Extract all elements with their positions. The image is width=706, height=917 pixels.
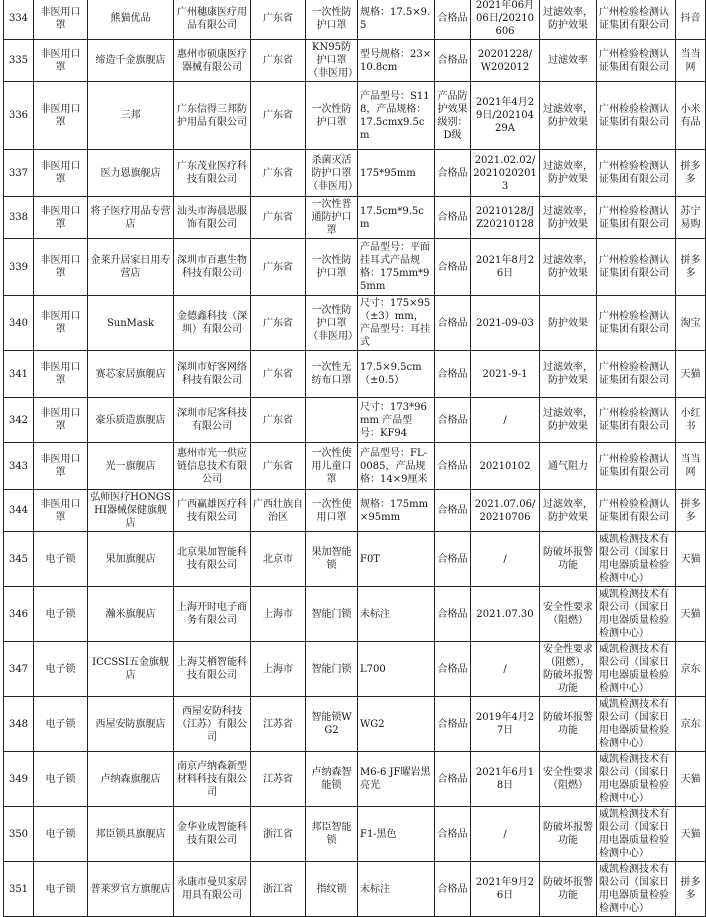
cell-result: 合格品 — [435, 532, 471, 587]
cell-product: 一次性防护口罩 — [306, 239, 358, 296]
cell-serial-no: 350 — [4, 807, 34, 862]
cell-result: 合格品 — [435, 398, 471, 443]
cell-serial-no: 336 — [4, 82, 34, 150]
cell-batch: 2021年06月06日/20210606 — [471, 0, 540, 40]
cell-result: 合格品 — [435, 239, 471, 296]
cell-product: 一次性无纺布口罩 — [306, 351, 358, 398]
cell-product: 一次性使用口罩 — [306, 490, 358, 532]
table-row — [4, 296, 706, 351]
cell-lab: 威凯检测技术有限公司（国家日用电器质量检验检测中心） — [597, 752, 676, 807]
cell-spec: 产品型号：FL-0085，产品规格：14×9厘米 — [358, 443, 435, 490]
table-row — [4, 532, 706, 587]
cell-category: 非医用口罩 — [34, 398, 88, 443]
cell-manufacturer: 广东茂业医疗科技有限公司 — [174, 150, 251, 197]
cell-product: 果加智能锁 — [306, 532, 358, 587]
cell-category: 电子锁 — [34, 697, 88, 752]
cell-shop: 缔造千金旗舰店 — [88, 40, 174, 82]
cell-spec: 规格：17.5×9.5 — [358, 0, 435, 40]
cell-platform: 天猫 — [676, 752, 706, 807]
cell-platform: 淘宝 — [676, 296, 706, 351]
cell-shop: 赛芯家居旗舰店 — [88, 351, 174, 398]
cell-manufacturer: 上海艾栖智能科技有限公司 — [174, 642, 251, 697]
cell-shop: 医力恩旗舰店 — [88, 150, 174, 197]
cell-failed-items: 防破坏报警功能 — [540, 697, 597, 752]
cell-lab: 威凯检测技术有限公司（国家日用电器质量检验检测中心） — [597, 642, 676, 697]
cell-location: 江苏省 — [251, 752, 306, 807]
cell-manufacturer: 深圳市尼客科技有限公司 — [174, 398, 251, 443]
cell-batch: / — [471, 807, 540, 862]
cell-result: 合格品 — [435, 150, 471, 197]
cell-category: 电子锁 — [34, 532, 88, 587]
cell-failed-items: 过滤效率，防护效果 — [540, 150, 597, 197]
cell-shop: SunMask — [88, 296, 174, 351]
cell-product: 指纹锁 — [306, 862, 358, 917]
cell-serial-no: 337 — [4, 150, 34, 197]
cell-failed-items: 过滤效率 — [540, 40, 597, 82]
cell-product: 卢纳森智能锁 — [306, 752, 358, 807]
cell-manufacturer: 广州穗康医疗用品有限公司 — [174, 0, 251, 40]
cell-spec: 尺寸：175×95（±3）mm，产品型号：耳挂式 — [358, 296, 435, 351]
cell-lab: 广州检验检测认证集团有限公司 — [597, 296, 676, 351]
cell-category: 非医用口罩 — [34, 150, 88, 197]
cell-spec: L700 — [358, 642, 435, 697]
cell-failed-items: 通气阻力 — [540, 443, 597, 490]
cell-product: 一次性防护口罩（非医用） — [306, 296, 358, 351]
cell-lab: 威凯检测技术有限公司（国家日用电器质量检验检测中心） — [597, 587, 676, 642]
cell-lab: 威凯检测技术有限公司（国家日用电器质量检验检测中心） — [597, 807, 676, 862]
cell-result: 合格品 — [435, 752, 471, 807]
cell-category: 非医用口罩 — [34, 490, 88, 532]
cell-lab: 广州检验检测认证集团有限公司 — [597, 82, 676, 150]
cell-batch: 2019年4月27日 — [471, 697, 540, 752]
cell-platform: 天猫 — [676, 587, 706, 642]
cell-location: 浙江省 — [251, 862, 306, 917]
cell-category: 非医用口罩 — [34, 82, 88, 150]
cell-platform: 京东 — [676, 642, 706, 697]
cell-shop: 弘师医疗HONGSHI器械保健旗舰店 — [88, 490, 174, 532]
cell-serial-no: 344 — [4, 490, 34, 532]
cell-batch: 2021.02.02/20210202013 — [471, 150, 540, 197]
cell-product: 智能门锁 — [306, 642, 358, 697]
cell-result: 合格品 — [435, 197, 471, 239]
table-row — [4, 642, 706, 697]
cell-serial-no: 343 — [4, 443, 34, 490]
cell-serial-no: 348 — [4, 697, 34, 752]
cell-manufacturer: 惠州市硕康医疗器械有限公司 — [174, 40, 251, 82]
table-row — [4, 197, 706, 239]
cell-serial-no: 339 — [4, 239, 34, 296]
cell-batch: 2021年4月29日/20210429A — [471, 82, 540, 150]
cell-batch: / — [471, 398, 540, 443]
cell-manufacturer: 惠州市光一供应链信息技术有限公司 — [174, 443, 251, 490]
cell-location: 江苏省 — [251, 697, 306, 752]
cell-manufacturer: 南京卢纳森新型材料科技有限公司 — [174, 752, 251, 807]
cell-result: 合格品 — [435, 587, 471, 642]
cell-product: 杀菌灭活防护口罩（非医用） — [306, 150, 358, 197]
cell-category: 非医用口罩 — [34, 40, 88, 82]
inspection-results-table — [3, 0, 706, 917]
cell-spec: 规格：175mm×95mm — [358, 490, 435, 532]
cell-product: KN95防护口罩（非医用） — [306, 40, 358, 82]
cell-serial-no: 345 — [4, 532, 34, 587]
cell-batch: 2021-9-1 — [471, 351, 540, 398]
table-row — [4, 587, 706, 642]
table-body — [4, 0, 706, 917]
cell-product: 智能门锁 — [306, 587, 358, 642]
cell-shop: 卢纳森旗舰店 — [88, 752, 174, 807]
cell-platform: 拼多多 — [676, 862, 706, 917]
table-row — [4, 490, 706, 532]
cell-product — [306, 398, 358, 443]
cell-manufacturer: 金华业成智能科技有限公司 — [174, 807, 251, 862]
cell-lab: 威凯检测技术有限公司（国家日用电器质量检验检测中心） — [597, 697, 676, 752]
cell-result: 合格品 — [435, 0, 471, 40]
cell-lab: 广州检验检测认证集团有限公司 — [597, 197, 676, 239]
cell-location: 广东省 — [251, 197, 306, 239]
cell-failed-items: 过滤效率，防护效果 — [540, 239, 597, 296]
cell-location: 广西壮族自治区 — [251, 490, 306, 532]
inspection-results-sheet — [3, 0, 701, 914]
cell-location: 上海市 — [251, 587, 306, 642]
cell-batch: 2021年8月26日 — [471, 239, 540, 296]
cell-shop: ICCSSI五金旗舰店 — [88, 642, 174, 697]
table-row — [4, 752, 706, 807]
cell-shop: 金莱升居家日用专营店 — [88, 239, 174, 296]
cell-spec: 175*95mm — [358, 150, 435, 197]
table-row — [4, 150, 706, 197]
cell-manufacturer: 广东信得三邦防护用品有限公司 — [174, 82, 251, 150]
cell-failed-items: 防破坏报警功能 — [540, 862, 597, 917]
table-row — [4, 862, 706, 917]
cell-shop: 熊猫优品 — [88, 0, 174, 40]
cell-shop: 邦臣锁具旗舰店 — [88, 807, 174, 862]
cell-result: 合格品 — [435, 642, 471, 697]
cell-serial-no: 334 — [4, 0, 34, 40]
cell-spec: WG2 — [358, 697, 435, 752]
cell-batch: / — [471, 642, 540, 697]
table-row — [4, 40, 706, 82]
cell-manufacturer: 广西赢雄医疗科技有限公司 — [174, 490, 251, 532]
cell-serial-no: 340 — [4, 296, 34, 351]
cell-category: 非医用口罩 — [34, 239, 88, 296]
cell-serial-no: 346 — [4, 587, 34, 642]
cell-failed-items: 过滤效率，防护效果 — [540, 490, 597, 532]
cell-serial-no: 342 — [4, 398, 34, 443]
table-row — [4, 697, 706, 752]
cell-serial-no: 347 — [4, 642, 34, 697]
cell-location: 广东省 — [251, 239, 306, 296]
cell-serial-no: 349 — [4, 752, 34, 807]
cell-manufacturer: 永康市曼贝家居用具有限公司 — [174, 862, 251, 917]
table-row — [4, 443, 706, 490]
cell-spec: M6-6 JF曜岩黑亮光 — [358, 752, 435, 807]
cell-location: 广东省 — [251, 82, 306, 150]
cell-manufacturer: 北京果加智能科技有限公司 — [174, 532, 251, 587]
cell-category: 非医用口罩 — [34, 197, 88, 239]
cell-lab: 威凯检测技术有限公司（国家日用电器质量检验检测中心） — [597, 532, 676, 587]
cell-product: 一次性防护口罩 — [306, 82, 358, 150]
cell-location: 北京市 — [251, 532, 306, 587]
cell-shop: 瀚米旗舰店 — [88, 587, 174, 642]
cell-product: 一次性防护口罩 — [306, 0, 358, 40]
cell-platform: 京东 — [676, 697, 706, 752]
cell-shop: 果加旗舰店 — [88, 532, 174, 587]
cell-spec: F0T — [358, 532, 435, 587]
cell-manufacturer: 西屋安防科技（江苏）有限公司 — [174, 697, 251, 752]
cell-platform: 抖音 — [676, 0, 706, 40]
cell-location: 广东省 — [251, 351, 306, 398]
table-row — [4, 351, 706, 398]
cell-spec: 未标注 — [358, 862, 435, 917]
table-row — [4, 0, 706, 40]
cell-manufacturer: 深圳市百惠生物科技有限公司 — [174, 239, 251, 296]
cell-result: 合格品 — [435, 351, 471, 398]
cell-manufacturer: 汕头市海晨思服饰有限公司 — [174, 197, 251, 239]
cell-spec: 17.5cm*9.5cm — [358, 197, 435, 239]
cell-category: 电子锁 — [34, 642, 88, 697]
cell-batch: 2021年6月18日 — [471, 752, 540, 807]
cell-spec: 尺寸：173*96mm 产品型号：KF94 — [358, 398, 435, 443]
cell-platform: 小红书 — [676, 398, 706, 443]
cell-category: 电子锁 — [34, 752, 88, 807]
cell-lab: 广州检验检测认证集团有限公司 — [597, 490, 676, 532]
cell-category: 电子锁 — [34, 807, 88, 862]
cell-spec: F1-黑色 — [358, 807, 435, 862]
cell-category: 非医用口罩 — [34, 443, 88, 490]
cell-product: 一次性普通防护口罩 — [306, 197, 358, 239]
cell-lab: 广州检验检测认证集团有限公司 — [597, 40, 676, 82]
cell-serial-no: 338 — [4, 197, 34, 239]
cell-failed-items: 过滤效率，防护效果 — [540, 197, 597, 239]
cell-lab: 威凯检测技术有限公司（国家日用电器质量检验检测中心） — [597, 862, 676, 917]
cell-platform: 当当网 — [676, 443, 706, 490]
cell-platform: 天猫 — [676, 532, 706, 587]
cell-category: 非医用口罩 — [34, 296, 88, 351]
table-row — [4, 239, 706, 296]
cell-lab: 广州检验检测认证集团有限公司 — [597, 351, 676, 398]
cell-result: 合格品 — [435, 443, 471, 490]
cell-serial-no: 351 — [4, 862, 34, 917]
cell-result: 合格品 — [435, 862, 471, 917]
cell-batch: 20201228/W202012 — [471, 40, 540, 82]
cell-lab: 广州检验检测认证集团有限公司 — [597, 0, 676, 40]
cell-shop: 光一旗舰店 — [88, 443, 174, 490]
cell-batch: 2021.07.06/20210706 — [471, 490, 540, 532]
cell-shop: 三邦 — [88, 82, 174, 150]
cell-failed-items: 过滤效率，防护效果 — [540, 0, 597, 40]
cell-spec: 产品型号：平面挂耳式产品规格：175mm*95mm — [358, 239, 435, 296]
cell-serial-no: 341 — [4, 351, 34, 398]
cell-location: 广东省 — [251, 150, 306, 197]
cell-failed-items: 防破坏报警功能 — [540, 532, 597, 587]
table-row — [4, 398, 706, 443]
cell-platform: 拼多多 — [676, 239, 706, 296]
cell-batch: 20210102 — [471, 443, 540, 490]
cell-product: 一次性使用儿童口罩 — [306, 443, 358, 490]
cell-failed-items: 安全性要求（阻燃） — [540, 752, 597, 807]
cell-location: 广东省 — [251, 398, 306, 443]
cell-result: 合格品 — [435, 697, 471, 752]
cell-batch: 2021年9月26日 — [471, 862, 540, 917]
cell-category: 非医用口罩 — [34, 351, 88, 398]
cell-batch: 20210128/JZ20210128 — [471, 197, 540, 239]
cell-platform: 拼多多 — [676, 490, 706, 532]
cell-location: 广东省 — [251, 0, 306, 40]
cell-spec: 17.5×9.5cm（±0.5） — [358, 351, 435, 398]
cell-failed-items: 过滤效率，防护效果 — [540, 351, 597, 398]
cell-platform: 天猫 — [676, 351, 706, 398]
cell-shop: 西屋安防旗舰店 — [88, 697, 174, 752]
cell-manufacturer: 深圳市好客网络科技有限公司 — [174, 351, 251, 398]
cell-category: 电子锁 — [34, 862, 88, 917]
cell-spec: 未标注 — [358, 587, 435, 642]
cell-location: 广东省 — [251, 296, 306, 351]
cell-result: 合格品 — [435, 807, 471, 862]
cell-manufacturer: 金德鑫科技（深圳）有限公司 — [174, 296, 251, 351]
cell-failed-items: 过滤效率，防护效果 — [540, 398, 597, 443]
cell-platform: 当当网 — [676, 40, 706, 82]
cell-result: 产品防护效果级别：D级 — [435, 82, 471, 150]
table-row — [4, 807, 706, 862]
cell-location: 广东省 — [251, 443, 306, 490]
cell-batch: 2021.07.30 — [471, 587, 540, 642]
table-row — [4, 82, 706, 150]
cell-shop: 普莱罗官方旗舰店 — [88, 862, 174, 917]
cell-category: 非医用口罩 — [34, 0, 88, 40]
cell-failed-items: 防破坏报警功能 — [540, 807, 597, 862]
cell-failed-items: 安全性要求（阻燃），防破坏报警功能 — [540, 642, 597, 697]
cell-result: 合格品 — [435, 296, 471, 351]
cell-failed-items: 安全性要求（阻燃） — [540, 587, 597, 642]
cell-batch: 2021-09-03 — [471, 296, 540, 351]
cell-result: 合格品 — [435, 490, 471, 532]
cell-location: 广东省 — [251, 40, 306, 82]
cell-product: 邦臣智能锁 — [306, 807, 358, 862]
cell-lab: 广州检验检测认证集团有限公司 — [597, 239, 676, 296]
cell-shop: 将子医疗用品专营店 — [88, 197, 174, 239]
cell-shop: 豪乐质造旗舰店 — [88, 398, 174, 443]
cell-lab: 广州检验检测认证集团有限公司 — [597, 150, 676, 197]
cell-lab: 广州检验检测认证集团有限公司 — [597, 398, 676, 443]
cell-manufacturer: 上海开时电子商务有限公司 — [174, 587, 251, 642]
cell-platform: 拼多多 — [676, 150, 706, 197]
cell-location: 浙江省 — [251, 807, 306, 862]
cell-spec: 产品型号：S118，产品规格：17.5cmx9.5cm — [358, 82, 435, 150]
cell-platform: 小米有品 — [676, 82, 706, 150]
cell-spec: 型号规格：23×10.8cm — [358, 40, 435, 82]
cell-failed-items: 过滤效率，防护效果 — [540, 82, 597, 150]
cell-product: 智能锁WG2 — [306, 697, 358, 752]
cell-serial-no: 335 — [4, 40, 34, 82]
cell-platform: 苏宁易购 — [676, 197, 706, 239]
cell-category: 电子锁 — [34, 587, 88, 642]
cell-failed-items: 防护效果 — [540, 296, 597, 351]
cell-result: 合格品 — [435, 40, 471, 82]
cell-batch: / — [471, 532, 540, 587]
cell-location: 上海市 — [251, 642, 306, 697]
cell-platform: 天猫 — [676, 807, 706, 862]
cell-lab: 广州检验检测认证集团有限公司 — [597, 443, 676, 490]
